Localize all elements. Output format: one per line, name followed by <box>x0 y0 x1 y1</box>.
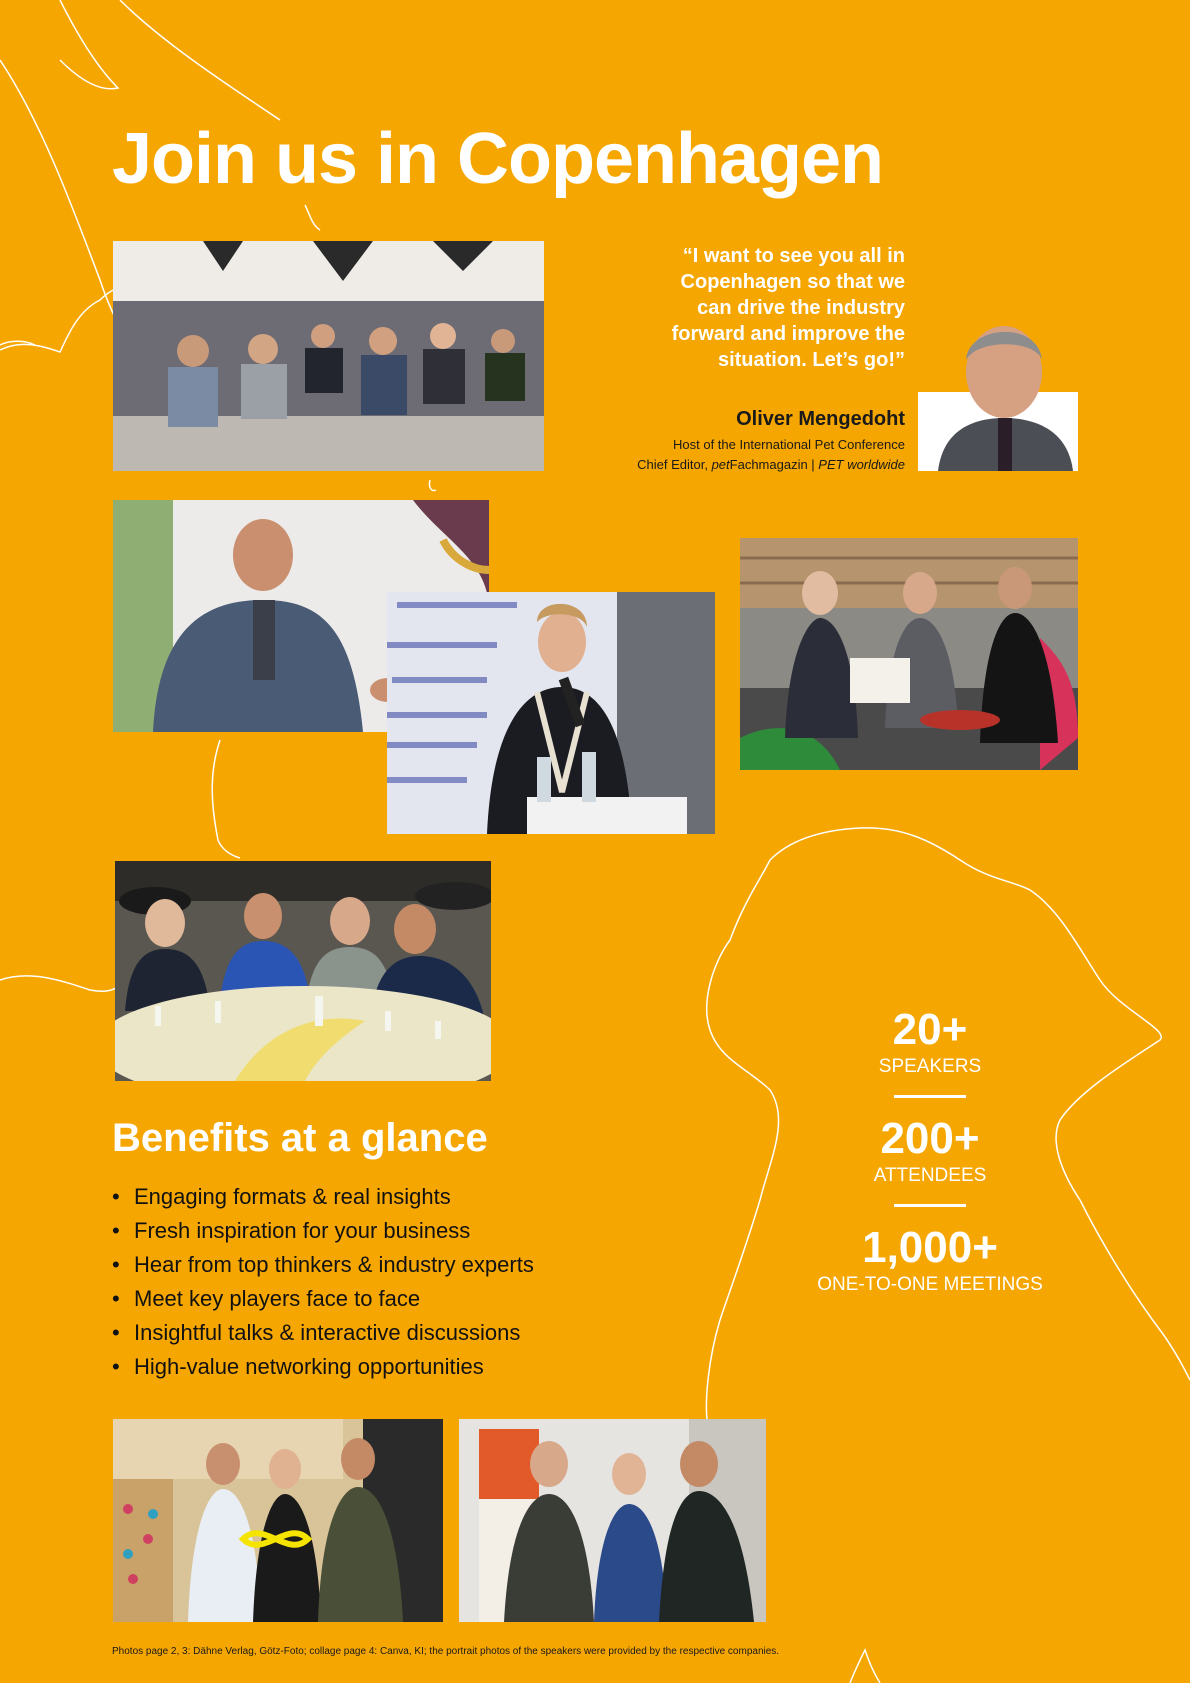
benefit-text: Meet key players face to face <box>134 1286 421 1311</box>
stat-value-attendees: 200+ <box>880 1114 980 1163</box>
stat-label-attendees: ATTENDEES <box>873 1165 987 1186</box>
bullet-icon: • <box>112 1252 120 1277</box>
quote-author <box>560 408 905 475</box>
author-role-2-italic: pet <box>711 457 730 472</box>
photo-exhibitor-booth <box>113 1419 443 1622</box>
stat-divider <box>894 1095 966 1098</box>
quote-line: situation. Let’s go!” <box>717 349 905 371</box>
author-role-2-prefix: Chief Editor, <box>637 457 712 472</box>
quote-line: Copenhagen so that we <box>680 271 905 293</box>
quote-line: forward and improve the <box>671 323 905 345</box>
event-stats <box>780 1005 1080 1297</box>
bullet-icon: • <box>112 1218 120 1243</box>
photo-networking-group <box>459 1419 766 1622</box>
stat-divider <box>894 1204 966 1207</box>
stat-value-meetings: 1,000+ <box>862 1223 998 1272</box>
benefit-item <box>112 1282 534 1316</box>
page-title: Join us in Copenhagen <box>112 119 884 199</box>
photo-dinner-table <box>115 861 491 1081</box>
quote-line: “I want to see you all in <box>682 245 905 267</box>
author-role: Host of the International Pet Conference <box>673 437 905 452</box>
bullet-icon: • <box>112 1184 120 1209</box>
benefit-text: Hear from top thinkers & industry experts <box>134 1252 534 1277</box>
benefit-item <box>112 1214 534 1248</box>
host-quote <box>600 243 905 373</box>
quote-line: can drive the industry <box>697 297 905 319</box>
bullet-icon: • <box>112 1354 120 1379</box>
author-name: Oliver Mengedoht <box>736 408 905 430</box>
stat-value-speakers: 20+ <box>892 1005 968 1054</box>
photo-credits: Photos page 2, 3: Dähne Verlag, Götz-Foto; collage page 4: Canva, KI; the portrait photos of the speakers were provided by the respective companies. <box>112 1646 780 1657</box>
benefit-text: Insightful talks & interactive discussions <box>134 1320 521 1345</box>
stat-label-speakers: SPEAKERS <box>878 1056 982 1077</box>
portrait-photo <box>918 310 1078 471</box>
bullet-icon: • <box>112 1320 120 1345</box>
photo-conference-audience <box>113 241 544 471</box>
benefits-heading: Benefits at a glance <box>112 1116 488 1160</box>
bullet-icon: • <box>112 1286 120 1311</box>
author-role-2 <box>560 455 905 475</box>
photo-speaker-woman <box>387 592 715 834</box>
benefits-list <box>112 1180 534 1384</box>
benefit-item <box>112 1248 534 1282</box>
benefit-item <box>112 1350 534 1384</box>
benefit-text: Fresh inspiration for your business <box>134 1218 471 1243</box>
stat-label-meetings: ONE-TO-ONE MEETINGS <box>817 1274 1043 1295</box>
benefit-item <box>112 1180 534 1214</box>
benefit-item <box>112 1316 534 1350</box>
author-role-2-italic-2: PET worldwide <box>818 457 905 472</box>
photo-three-women <box>740 538 1078 770</box>
author-role-2-middle: Fachmagazin | <box>729 457 819 472</box>
benefit-text: High-value networking opportunities <box>134 1354 484 1379</box>
benefit-text: Engaging formats & real insights <box>134 1184 451 1209</box>
